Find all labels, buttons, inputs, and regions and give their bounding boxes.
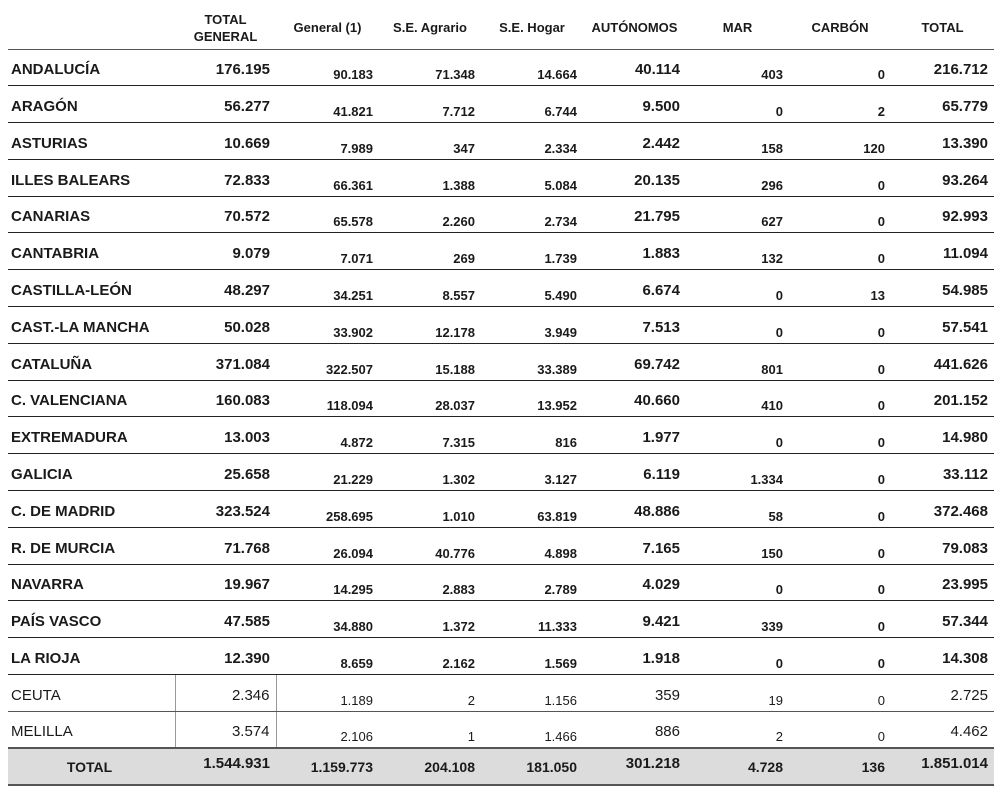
cell-agrario: 2 [379, 675, 481, 712]
cell-region: PAÍS VASCO [8, 601, 175, 638]
cell-total: 2.725 [891, 675, 994, 712]
cell-total: 93.264 [891, 159, 994, 196]
total-general: 1.159.773 [276, 748, 379, 785]
cell-total-general: 50.028 [175, 307, 276, 344]
cell-mar: 19 [686, 675, 789, 712]
total-mar: 4.728 [686, 748, 789, 785]
cell-carbon: 0 [789, 307, 891, 344]
cell-carbon: 2 [789, 86, 891, 123]
cell-general: 1.189 [276, 675, 379, 712]
cell-agrario: 2.162 [379, 638, 481, 675]
cell-general: 322.507 [276, 343, 379, 380]
cell-general: 21.229 [276, 454, 379, 491]
cell-hogar: 4.898 [481, 527, 583, 564]
cell-autonomos: 40.660 [583, 380, 686, 417]
table-row [8, 638, 994, 675]
cell-hogar: 1.569 [481, 638, 583, 675]
cell-mar: 132 [686, 233, 789, 270]
cell-general: 26.094 [276, 527, 379, 564]
cell-mar: 0 [686, 86, 789, 123]
cell-general: 4.872 [276, 417, 379, 454]
cell-autonomos: 7.513 [583, 307, 686, 344]
cell-total: 11.094 [891, 233, 994, 270]
cell-general: 14.295 [276, 564, 379, 601]
cell-autonomos: 1.977 [583, 417, 686, 454]
cell-total: 441.626 [891, 343, 994, 380]
cell-region: MELILLA [8, 711, 175, 748]
cell-mar: 2 [686, 711, 789, 748]
cell-region: CASTILLA-LEÓN [8, 270, 175, 307]
total-hogar: 181.050 [481, 748, 583, 785]
cell-general: 258.695 [276, 491, 379, 528]
table-header [8, 7, 994, 49]
table-row [8, 343, 994, 380]
cell-agrario: 2.883 [379, 564, 481, 601]
cell-carbon: 0 [789, 159, 891, 196]
cell-general: 34.880 [276, 601, 379, 638]
cell-general: 118.094 [276, 380, 379, 417]
header-autonomos: AUTÓNOMOS [583, 7, 686, 49]
cell-total: 54.985 [891, 270, 994, 307]
cell-general: 65.578 [276, 196, 379, 233]
cell-region: C. DE MADRID [8, 491, 175, 528]
cell-total-general: 10.669 [175, 123, 276, 160]
cell-agrario: 71.348 [379, 49, 481, 86]
cell-total-general: 176.195 [175, 49, 276, 86]
cell-hogar: 33.389 [481, 343, 583, 380]
cell-total: 216.712 [891, 49, 994, 86]
cell-carbon: 0 [789, 380, 891, 417]
cell-carbon: 0 [789, 49, 891, 86]
header-agrario: S.E. Agrario [379, 7, 481, 49]
table-row [8, 123, 994, 160]
cell-carbon: 0 [789, 491, 891, 528]
total-total: 1.851.014 [891, 748, 994, 785]
cell-total: 14.308 [891, 638, 994, 675]
cell-mar: 0 [686, 307, 789, 344]
header-total: TOTAL [891, 7, 994, 49]
cell-total-general: 71.768 [175, 527, 276, 564]
cell-general: 66.361 [276, 159, 379, 196]
table-row [8, 711, 994, 748]
cell-region: GALICIA [8, 454, 175, 491]
cell-hogar: 11.333 [481, 601, 583, 638]
table-row [8, 564, 994, 601]
cell-mar: 158 [686, 123, 789, 160]
cell-total: 92.993 [891, 196, 994, 233]
cell-general: 7.989 [276, 123, 379, 160]
table-row [8, 675, 994, 712]
table-row [8, 527, 994, 564]
cell-agrario: 2.260 [379, 196, 481, 233]
cell-hogar: 2.734 [481, 196, 583, 233]
cell-agrario: 15.188 [379, 343, 481, 380]
cell-mar: 0 [686, 270, 789, 307]
cell-agrario: 269 [379, 233, 481, 270]
cell-total-general: 47.585 [175, 601, 276, 638]
cell-autonomos: 1.918 [583, 638, 686, 675]
cell-autonomos: 69.742 [583, 343, 686, 380]
cell-agrario: 7.315 [379, 417, 481, 454]
cell-region: CATALUÑA [8, 343, 175, 380]
cell-carbon: 0 [789, 601, 891, 638]
cell-autonomos: 20.135 [583, 159, 686, 196]
cell-carbon: 0 [789, 711, 891, 748]
cell-total: 79.083 [891, 527, 994, 564]
cell-total: 13.390 [891, 123, 994, 160]
table-row [8, 454, 994, 491]
cell-total-general: 12.390 [175, 638, 276, 675]
total-total-general: 1.544.931 [175, 748, 276, 785]
cell-agrario: 40.776 [379, 527, 481, 564]
cell-carbon: 13 [789, 270, 891, 307]
cell-autonomos: 40.114 [583, 49, 686, 86]
cell-autonomos: 359 [583, 675, 686, 712]
table-row [8, 196, 994, 233]
cell-total: 14.980 [891, 417, 994, 454]
cell-region: EXTREMADURA [8, 417, 175, 454]
cell-region: CANTABRIA [8, 233, 175, 270]
cell-mar: 0 [686, 417, 789, 454]
cell-general: 7.071 [276, 233, 379, 270]
cell-carbon: 0 [789, 638, 891, 675]
cell-hogar: 13.952 [481, 380, 583, 417]
cell-general: 8.659 [276, 638, 379, 675]
cell-agrario: 12.178 [379, 307, 481, 344]
cell-total: 33.112 [891, 454, 994, 491]
header-mar: MAR [686, 7, 789, 49]
table-row [8, 307, 994, 344]
cell-total: 57.344 [891, 601, 994, 638]
cell-total-general: 323.524 [175, 491, 276, 528]
cell-general: 33.902 [276, 307, 379, 344]
cell-hogar: 3.949 [481, 307, 583, 344]
cell-mar: 0 [686, 638, 789, 675]
cell-carbon: 0 [789, 233, 891, 270]
cell-carbon: 0 [789, 454, 891, 491]
total-row [8, 748, 994, 785]
cell-total: 4.462 [891, 711, 994, 748]
cell-total-general: 13.003 [175, 417, 276, 454]
table-row [8, 270, 994, 307]
affiliation-table-container [8, 7, 994, 786]
cell-autonomos: 6.674 [583, 270, 686, 307]
cell-total-general: 25.658 [175, 454, 276, 491]
cell-total-general: 70.572 [175, 196, 276, 233]
table-body [8, 49, 994, 748]
cell-carbon: 120 [789, 123, 891, 160]
cell-hogar: 63.819 [481, 491, 583, 528]
cell-region: C. VALENCIANA [8, 380, 175, 417]
cell-agrario: 1.010 [379, 491, 481, 528]
cell-mar: 403 [686, 49, 789, 86]
cell-autonomos: 886 [583, 711, 686, 748]
total-autonomos: 301.218 [583, 748, 686, 785]
total-label: TOTAL [8, 748, 175, 785]
cell-total: 65.779 [891, 86, 994, 123]
table-row [8, 417, 994, 454]
cell-region: CANARIAS [8, 196, 175, 233]
cell-carbon: 0 [789, 675, 891, 712]
cell-general: 41.821 [276, 86, 379, 123]
cell-carbon: 0 [789, 527, 891, 564]
cell-total-general: 2.346 [175, 675, 276, 712]
header-row [8, 7, 994, 49]
cell-hogar: 1.466 [481, 711, 583, 748]
table-row [8, 86, 994, 123]
table-row [8, 380, 994, 417]
cell-total-general: 9.079 [175, 233, 276, 270]
cell-region: R. DE MURCIA [8, 527, 175, 564]
cell-region: ARAGÓN [8, 86, 175, 123]
cell-total-general: 72.833 [175, 159, 276, 196]
cell-total-general: 160.083 [175, 380, 276, 417]
cell-autonomos: 7.165 [583, 527, 686, 564]
cell-total-general: 48.297 [175, 270, 276, 307]
cell-hogar: 3.127 [481, 454, 583, 491]
cell-total-general: 19.967 [175, 564, 276, 601]
cell-region: LA RIOJA [8, 638, 175, 675]
cell-total: 372.468 [891, 491, 994, 528]
cell-carbon: 0 [789, 196, 891, 233]
cell-total-general: 3.574 [175, 711, 276, 748]
cell-mar: 150 [686, 527, 789, 564]
table-footer [8, 748, 994, 785]
cell-hogar: 2.789 [481, 564, 583, 601]
header-hogar: S.E. Hogar [481, 7, 583, 49]
cell-agrario: 1 [379, 711, 481, 748]
table-row [8, 49, 994, 86]
table-row [8, 159, 994, 196]
cell-agrario: 347 [379, 123, 481, 160]
cell-region: NAVARRA [8, 564, 175, 601]
cell-carbon: 0 [789, 343, 891, 380]
cell-hogar: 816 [481, 417, 583, 454]
cell-mar: 1.334 [686, 454, 789, 491]
cell-carbon: 0 [789, 564, 891, 601]
cell-total: 23.995 [891, 564, 994, 601]
cell-general: 90.183 [276, 49, 379, 86]
cell-general: 2.106 [276, 711, 379, 748]
affiliation-table [8, 7, 994, 786]
cell-autonomos: 48.886 [583, 491, 686, 528]
total-agrario: 204.108 [379, 748, 481, 785]
header-carbon: CARBÓN [789, 7, 891, 49]
cell-mar: 627 [686, 196, 789, 233]
cell-autonomos: 21.795 [583, 196, 686, 233]
cell-region: ASTURIAS [8, 123, 175, 160]
cell-general: 34.251 [276, 270, 379, 307]
cell-hogar: 5.084 [481, 159, 583, 196]
cell-hogar: 1.739 [481, 233, 583, 270]
table-row [8, 491, 994, 528]
cell-region: CEUTA [8, 675, 175, 712]
cell-mar: 0 [686, 564, 789, 601]
cell-autonomos: 1.883 [583, 233, 686, 270]
cell-hogar: 5.490 [481, 270, 583, 307]
cell-agrario: 8.557 [379, 270, 481, 307]
cell-hogar: 6.744 [481, 86, 583, 123]
cell-agrario: 7.712 [379, 86, 481, 123]
cell-region: ILLES BALEARS [8, 159, 175, 196]
cell-agrario: 1.302 [379, 454, 481, 491]
cell-hogar: 2.334 [481, 123, 583, 160]
cell-mar: 296 [686, 159, 789, 196]
cell-total: 201.152 [891, 380, 994, 417]
cell-autonomos: 6.119 [583, 454, 686, 491]
cell-total: 57.541 [891, 307, 994, 344]
cell-hogar: 14.664 [481, 49, 583, 86]
table-row [8, 601, 994, 638]
cell-region: CAST.-LA MANCHA [8, 307, 175, 344]
cell-agrario: 1.388 [379, 159, 481, 196]
cell-hogar: 1.156 [481, 675, 583, 712]
cell-mar: 58 [686, 491, 789, 528]
total-carbon: 136 [789, 748, 891, 785]
cell-carbon: 0 [789, 417, 891, 454]
cell-region: ANDALUCÍA [8, 49, 175, 86]
cell-total-general: 56.277 [175, 86, 276, 123]
cell-total-general: 371.084 [175, 343, 276, 380]
cell-autonomos: 9.500 [583, 86, 686, 123]
cell-mar: 339 [686, 601, 789, 638]
cell-autonomos: 4.029 [583, 564, 686, 601]
cell-agrario: 28.037 [379, 380, 481, 417]
cell-mar: 801 [686, 343, 789, 380]
cell-autonomos: 2.442 [583, 123, 686, 160]
header-total-general: TOTAL GENERAL [175, 7, 276, 49]
cell-mar: 410 [686, 380, 789, 417]
table-row [8, 233, 994, 270]
cell-agrario: 1.372 [379, 601, 481, 638]
cell-autonomos: 9.421 [583, 601, 686, 638]
header-region [8, 7, 175, 49]
header-general: General (1) [276, 7, 379, 49]
